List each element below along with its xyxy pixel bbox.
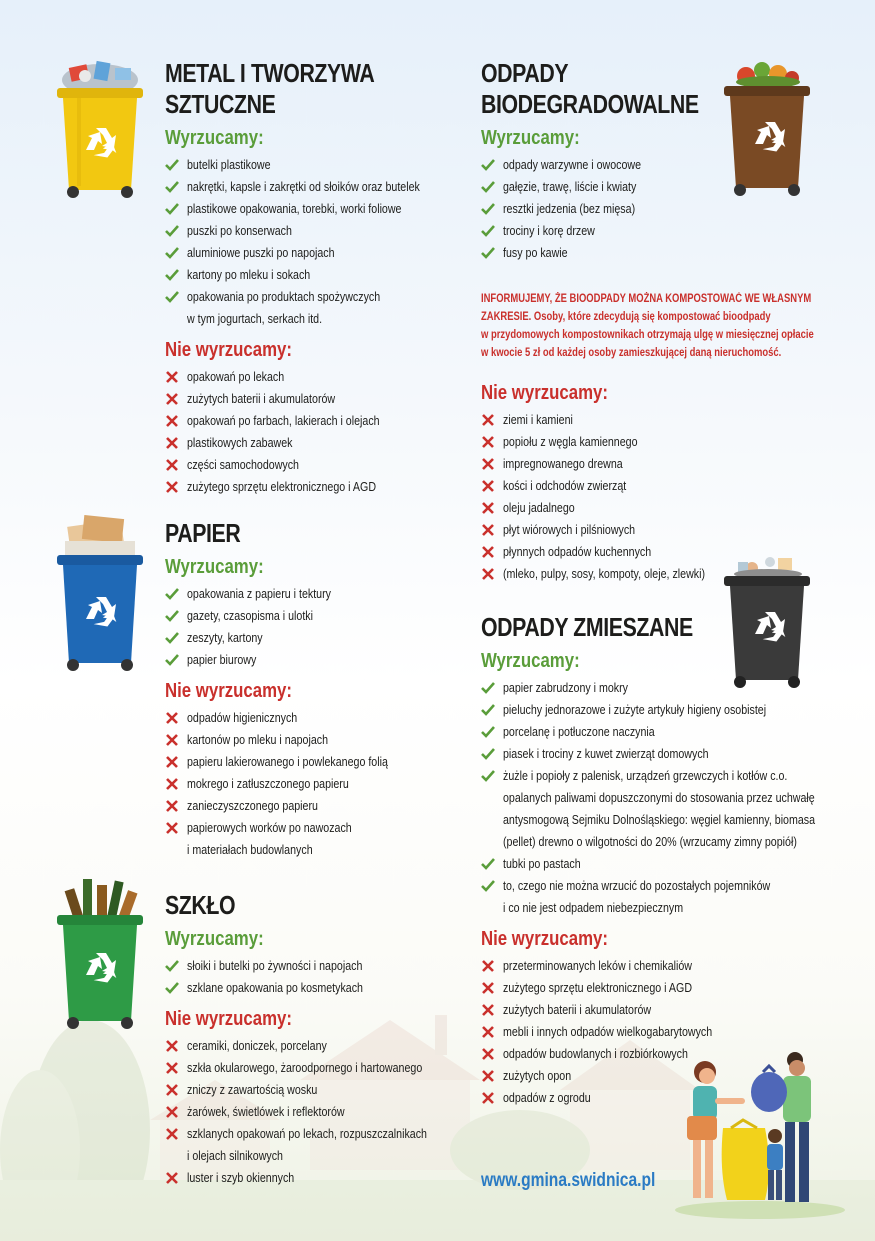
check-icon (481, 857, 495, 871)
check-icon (165, 158, 179, 172)
check-icon (481, 747, 495, 761)
list-item-continuation: i olejach silnikowych (187, 1148, 283, 1163)
list-item-continuation: i co nie jest odpadem niebezpiecznym (503, 900, 684, 915)
list-item: zużytego sprzętu elektronicznego i AGD (165, 476, 471, 498)
list-item-continuation: i materiałach budowlanych (187, 842, 313, 857)
list-item: kartonów po mleku i napojach (165, 729, 432, 751)
cross-icon (481, 1003, 495, 1017)
list-item: puszki po konserwach (165, 220, 471, 242)
check-icon (165, 268, 179, 282)
check-icon (165, 290, 179, 304)
check-icon (165, 631, 179, 645)
list-item: plastikowe opakowania, torebki, worki foliowe (165, 198, 471, 220)
check-icon (481, 246, 495, 260)
szklo-title: SZKŁO (165, 890, 236, 920)
list-item: plastikowych zabawek (165, 432, 471, 454)
cross-icon (481, 501, 495, 515)
metal-section (165, 58, 471, 498)
list-item: zużytych baterii i akumulatorów (481, 999, 875, 1021)
list-item: opakowań po lekach (165, 366, 471, 388)
list-item: papieru lakierowanego i powlekanego folią (165, 751, 432, 773)
list-item: zniczy z zawartością wosku (165, 1079, 480, 1101)
cross-icon (165, 777, 179, 791)
cross-icon (165, 480, 179, 494)
list-item: odpady warzywne i owocowe (481, 154, 747, 176)
list-item: oleju jadalnego (481, 497, 749, 519)
list-item: ziemi i kamieni (481, 409, 749, 431)
papier-section (165, 518, 432, 861)
list-item: papier zabrudzony i mokry (481, 677, 875, 699)
list-item: papierowych worków po nawozach (165, 817, 432, 839)
cross-icon (481, 981, 495, 995)
cross-icon (481, 1025, 495, 1039)
check-icon (165, 609, 179, 623)
list-item: gałęzie, trawę, liście i kwiaty (481, 176, 747, 198)
cross-icon (481, 959, 495, 973)
list-item: fusy po kawie (481, 242, 747, 264)
cross-icon (165, 458, 179, 472)
cross-icon (165, 733, 179, 747)
bio-no-list (481, 409, 749, 585)
list-item: części samochodowych (165, 454, 471, 476)
list-item: opakowania po produktach spożywczych (165, 286, 471, 308)
cross-icon (165, 392, 179, 406)
family-recycling-illustration (665, 1050, 845, 1220)
list-item: żużle i popioły z palenisk, urządzeń grzewczych i kotłów c.o. (481, 765, 875, 787)
zmieszane-no-heading: Nie wyrzucamy: (481, 928, 608, 950)
papier-no-heading: Nie wyrzucamy: (165, 680, 292, 702)
bio-compost-notice (481, 290, 814, 362)
list-item: szklanych opakowań po lekach, rozpuszczalnikach (165, 1123, 480, 1145)
papier-yes-heading: Wyrzucamy: (165, 556, 264, 578)
notice-line: INFORMUJEMY, ŻE BIOODPADY MOŻNA KOMPOSTOWAĆ WE WŁASNYM (481, 293, 812, 305)
bio-yes-list (481, 154, 747, 264)
paper-waste-icon (65, 515, 135, 557)
cross-icon (165, 799, 179, 813)
list-item: gazety, czasopisma i ulotki (165, 605, 432, 627)
list-item: kartony po mleku i sokach (165, 264, 471, 286)
szklo-section (165, 890, 480, 1189)
cross-icon (481, 413, 495, 427)
cross-icon (165, 1039, 179, 1053)
zmieszane-yes-list (481, 677, 875, 919)
szklo-yes-heading: Wyrzucamy: (165, 928, 264, 950)
cross-icon (481, 457, 495, 471)
cross-icon (165, 1127, 179, 1141)
check-icon (481, 180, 495, 194)
list-item: impregnowanego drewna (481, 453, 749, 475)
cross-icon (165, 755, 179, 769)
szklo-yes-list (165, 955, 480, 999)
check-icon (481, 224, 495, 238)
papier-title: PAPIER (165, 518, 241, 548)
check-icon (165, 246, 179, 260)
bio-yes-heading: Wyrzucamy: (481, 127, 580, 149)
green-bin-icon (55, 875, 145, 1035)
metal-no-heading: Nie wyrzucamy: (165, 339, 292, 361)
check-icon (165, 180, 179, 194)
cross-icon (481, 435, 495, 449)
list-item: nakrętki, kapsle i zakrętki od słoików oraz butelek (165, 176, 471, 198)
yellow-bin-icon (55, 58, 145, 200)
cross-icon (165, 1083, 179, 1097)
papier-no-list (165, 707, 432, 861)
blue-bin-icon (55, 515, 145, 675)
cross-icon (481, 567, 495, 581)
list-item: odpadów budowlanych i rozbiórkowych (481, 1043, 875, 1065)
metal-title-line2: SZTUCZNE (165, 89, 276, 119)
check-icon (481, 158, 495, 172)
cross-icon (165, 1105, 179, 1119)
mixed-waste-icon (734, 557, 802, 579)
list-item: porcelanę i potłuczone naczynia (481, 721, 875, 743)
list-item-continuation: opalanych paliwami dopuszczonymi do stosowania przez uchwałę (503, 790, 815, 805)
list-item: mebli i innych odpadów wielkogabarytowych (481, 1021, 875, 1043)
glass-bottles-icon (65, 879, 138, 920)
metal-title-line1: METAL I TWORZYWA (165, 58, 375, 88)
list-item: to, czego nie można wrzucić do pozostałych pojemników (481, 875, 875, 897)
bio-title-line2: BIODEGRADOWALNE (481, 89, 699, 119)
list-item-continuation: w tym jogurtach, serkach itd. (187, 311, 323, 326)
check-icon (165, 981, 179, 995)
notice-line: ZAKRESIE. Osoby, które zdecydują się kompostować bioodpady (481, 311, 771, 323)
list-item: słoiki i butelki po żywności i napojach (165, 955, 480, 977)
szklo-no-heading: Nie wyrzucamy: (165, 1008, 292, 1030)
list-item: butelki plastikowe (165, 154, 471, 176)
list-item: popiołu z węgla kamiennego (481, 431, 749, 453)
list-item: ceramiki, doniczek, porcelany (165, 1035, 480, 1057)
cross-icon (165, 821, 179, 835)
list-item: trociny i korę drzew (481, 220, 747, 242)
cross-icon (481, 545, 495, 559)
bio-section (481, 58, 747, 264)
list-item: mokrego i zatłuszczonego papieru (165, 773, 432, 795)
metal-yes-list (165, 154, 471, 330)
cross-icon (481, 479, 495, 493)
list-item-continuation: (pellet) drewno o wilgotności do 20% (wrzucamy zimny popiół) (503, 834, 797, 849)
szklo-no-list (165, 1035, 480, 1189)
check-icon (165, 202, 179, 216)
bio-no-heading: Nie wyrzucamy: (481, 382, 608, 404)
bio-title-line1: ODPADY (481, 58, 569, 88)
website-link[interactable]: www.gmina.swidnica.pl (481, 1170, 656, 1191)
check-icon (481, 879, 495, 893)
list-item: kości i odchodów zwierząt (481, 475, 749, 497)
cross-icon (481, 1069, 495, 1083)
metal-yes-heading: Wyrzucamy: (165, 127, 264, 149)
cross-icon (165, 711, 179, 725)
check-icon (481, 202, 495, 216)
metal-no-list (165, 366, 471, 498)
cross-icon (481, 1047, 495, 1061)
list-item: płyt wiórowych i pilśniowych (481, 519, 749, 541)
list-item: opakowania z papieru i tektury (165, 583, 432, 605)
cross-icon (165, 436, 179, 450)
list-item: płynnych odpadów kuchennych (481, 541, 749, 563)
bio-no-section (481, 381, 749, 585)
list-item: szkła okularowego, żaroodpornego i hartowanego (165, 1057, 480, 1079)
list-item: odpadów higienicznych (165, 707, 432, 729)
zmieszane-yes-heading: Wyrzucamy: (481, 650, 580, 672)
list-item: resztki jedzenia (bez mięsa) (481, 198, 747, 220)
cross-icon (165, 1171, 179, 1185)
list-item: zużytego sprzętu elektronicznego i AGD (481, 977, 875, 999)
list-item-continuation: antysmogową Sejmiku Dolnośląskiego: węgiel kamienny, biomasa (503, 812, 816, 827)
list-item: papier biurowy (165, 649, 432, 671)
list-item: szklane opakowania po kosmetykach (165, 977, 480, 999)
cross-icon (165, 370, 179, 384)
list-item: (mleko, pulpy, sosy, kompoty, oleje, zlewki) (481, 563, 749, 585)
cross-icon (481, 1091, 495, 1105)
list-item: żarówek, świetlówek i reflektorów (165, 1101, 480, 1123)
check-icon (481, 769, 495, 783)
cross-icon (481, 523, 495, 537)
list-item: tubki po pastach (481, 853, 875, 875)
list-item: zużytych baterii i akumulatorów (165, 388, 471, 410)
list-item: opakowań po farbach, lakierach i olejach (165, 410, 471, 432)
check-icon (165, 959, 179, 973)
list-item: pieluchy jednorazowe i zużyte artykuły higieny osobistej (481, 699, 875, 721)
check-icon (165, 587, 179, 601)
cross-icon (165, 414, 179, 428)
list-item: odpadów z ogrodu (481, 1087, 875, 1109)
cross-icon (165, 1061, 179, 1075)
zmieszane-title: ODPADY ZMIESZANE (481, 612, 693, 642)
check-icon (481, 725, 495, 739)
notice-line: w kwocie 5 zł od każdej osoby zamieszkującej daną nieruchomość. (481, 347, 782, 359)
notice-line: w przydomowych kompostownikach otrzymają ulgę w miesięcznej opłacie (481, 329, 814, 341)
list-item: luster i szyb okiennych (165, 1167, 480, 1189)
check-icon (481, 703, 495, 717)
list-item: zużytych opon (481, 1065, 875, 1087)
list-item: piasek i trociny z kuwet zwierząt domowych (481, 743, 875, 765)
list-item: aluminiowe puszki po napojach (165, 242, 471, 264)
list-item: zeszyty, kartony (165, 627, 432, 649)
zmieszane-section (481, 612, 875, 1109)
check-icon (165, 224, 179, 238)
list-item: zanieczyszczonego papieru (165, 795, 432, 817)
check-icon (481, 681, 495, 695)
check-icon (165, 653, 179, 667)
papier-yes-list (165, 583, 432, 671)
list-item: przeterminowanych leków i chemikaliów (481, 955, 875, 977)
